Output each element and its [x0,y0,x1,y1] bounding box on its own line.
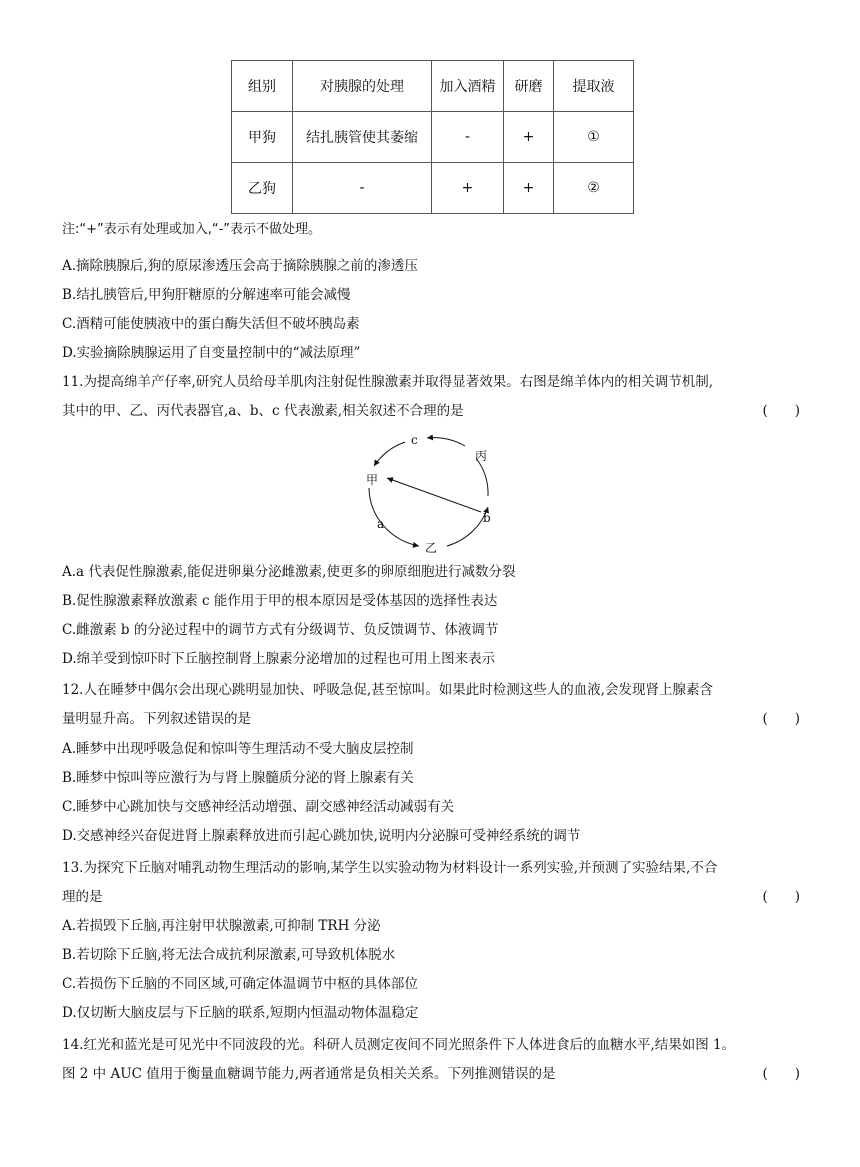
label-a: a [377,517,385,531]
q10-option-b: B.结扎胰管后,甲狗肝糖原的分解速率可能会减慢 [62,287,351,303]
table-row [232,112,634,163]
label-jia: 甲 [366,473,379,487]
table-cell: 结扎胰管使其萎缩 [293,112,432,163]
q10-option-d: D.实验摘除胰腺运用了自变量控制中的“减法原理” [62,345,361,361]
table-cell: 甲狗 [232,112,293,163]
table-cell: + [504,163,554,214]
q11-stem-line1: 11.为提高绵羊产仔率,研究人员给母羊肌肉注射促性腺激素并取得显著效果。右图是绵羊体内的相关调节机制, [62,374,714,390]
q11-option-b: B.促性腺激素释放激素 c 能作用于甲的根本原因是受体基因的选择性表达 [62,593,498,609]
q13-stem-line1: 13.为探究下丘脑对哺乳动物生理活动的影响,某学生以实验动物为材料设计一系列实验,并预测了实验结果,不合 [62,860,718,876]
q14-answer-paren: ( ) [762,1066,800,1082]
table-header-cell: 对胰腺的处理 [293,61,432,112]
q13-option-b: B.若切除下丘脑,将无法合成抗利尿激素,可导致机体脱水 [62,947,396,963]
q13-option-d: D.仅切断大脑皮层与下丘脑的联系,短期内恒温动物体温稳定 [62,1005,419,1021]
table-cell: - [432,112,504,163]
q12-option-c: C.睡梦中心跳加快与交感神经活动增强、副交感神经活动减弱有关 [62,799,455,815]
q11-stem-line2: 其中的甲、乙、丙代表器官,a、b、c 代表激素,相关叙述不合理的是 [62,403,464,419]
label-bing: 丙 [475,449,488,463]
table-header-cell: 加入酒精 [432,61,504,112]
q13-option-c: C.若损伤下丘脑的不同区域,可确定体温调节中枢的具体部位 [62,976,418,992]
table-cell: ② [554,163,634,214]
arrow-b-to-jia [387,478,481,512]
table-header-row [232,61,634,112]
q12-stem-line1: 12.人在睡梦中偶尔会出现心跳明显加快、呼吸急促,甚至惊叫。如果此时检测这些人的血液,会发现肾上腺素含 [62,682,714,698]
regulation-cycle-diagram [355,428,505,558]
label-yi: 乙 [425,541,438,555]
q10-option-a: A.摘除胰腺后,狗的原尿渗透压会高于摘除胰腺之前的渗透压 [62,258,418,274]
q13-option-a: A.若损毁下丘脑,再注射甲状腺激素,可抑制 TRH 分泌 [62,918,381,934]
table-cell: + [504,112,554,163]
table-note: 注:“+”表示有处理或加入,“-”表示不做处理。 [62,222,322,237]
table-header-cell: 研磨 [504,61,554,112]
experiment-table [231,60,634,214]
table-row [232,163,634,214]
label-c: c [411,433,418,447]
q10-option-c: C.酒精可能使胰液中的蛋白酶失活但不破坏胰岛素 [62,316,360,332]
q13-answer-paren: ( ) [762,889,800,905]
label-b: b [483,511,491,525]
table-header-cell: 提取液 [554,61,634,112]
q12-option-a: A.睡梦中出现呼吸急促和惊叫等生理活动不受大脑皮层控制 [62,741,414,757]
arrow-yi-to-b [447,507,488,546]
table-header-cell: 组别 [232,61,293,112]
q11-option-d: D.绵羊受到惊吓时下丘脑控制肾上腺素分泌增加的过程也可用上图来表示 [62,651,496,667]
arrow-c-to-jia [374,442,405,466]
table-cell: 乙狗 [232,163,293,214]
q12-option-b: B.睡梦中惊叫等应激行为与肾上腺髓质分泌的肾上腺素有关 [62,770,414,786]
arrow-bing-to-c [427,438,465,446]
q14-stem-line1: 14.红光和蓝光是可见光中不同波段的光。科研人员测定夜间不同光照条件下人体进食后的血糖水平,结果如图 1。 [62,1037,736,1053]
table-cell: - [293,163,432,214]
arc-b-to-bing [476,458,488,496]
table-cell: + [432,163,504,214]
table-cell: ① [554,112,634,163]
q12-answer-paren: ( ) [762,711,800,727]
q13-stem-line2: 理的是 [62,889,103,905]
q11-answer-paren: ( ) [762,403,800,419]
q12-stem-line2: 量明显升高。下列叙述错误的是 [62,711,251,727]
q12-option-d: D.交感神经兴奋促进肾上腺素释放进而引起心跳加快,说明内分泌腺可受神经系统的调节 [62,828,581,844]
q14-stem-line2: 图 2 中 AUC 值用于衡量血糖调节能力,两者通常是负相关关系。下列推测错误的是 [62,1066,556,1082]
q11-option-a: A.a 代表促性腺激素,能促进卵巢分泌雌激素,使更多的卵原细胞进行减数分裂 [62,564,516,580]
q11-option-c: C.雌激素 b 的分泌过程中的调节方式有分级调节、负反馈调节、体液调节 [62,622,499,638]
